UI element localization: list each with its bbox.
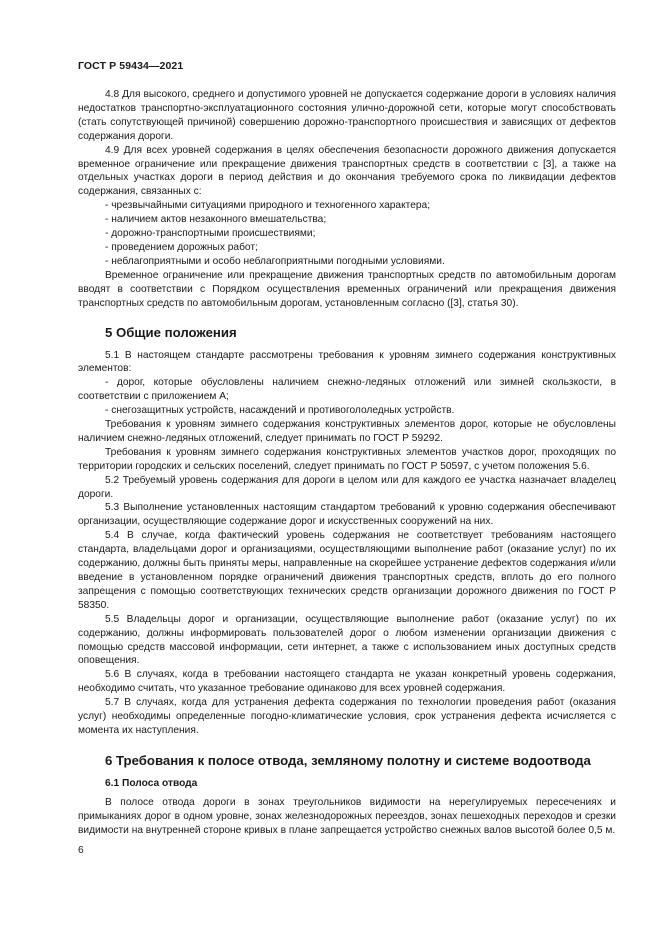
document-header: ГОСТ Р 59434—2021	[78, 60, 184, 72]
paragraph-5-7: 5.7 В случаях, когда для устранения дефекта содержания по технологии проведения работ (оказания услуг) необходимы определенные погодно-климатические условия, срок устранения дефекта исчисляется с момента их наступления.	[78, 697, 616, 736]
section-heading-5: 5 Общие положения	[105, 324, 237, 340]
paragraph-5-2: 5.2 Требуемый уровень содержания для дороги в целом или для каждого ее участка назначает владелец дороги.	[78, 474, 616, 500]
section-heading-6: 6 Требования к полосе отвода, земляному полотну и системе водоотвода	[105, 752, 591, 768]
paragraph-5-4: 5.4 В случае, когда фактический уровень содержания не соответствует требованиям настоящего стандарта, владельцами дорог и организациями, осуществляющими выполнение работ (оказание услуг) по их содержанию, должны быть приняты меры, направленные на скорейшее устранение дефектов содержания и/или введение в установленном порядке ограничений движения транспортных средств, вплоть до его полного запрещения с помощью соответствующих технических средств организации дорожного движения по ГОСТ Р 58350.	[78, 530, 616, 611]
paragraph-6-1: В полосе отвода дороги в зонах треугольников видимости на нерегулируемых пересечениях и примыканиях дорог в одном уровне, зонах железнодорожных переездов, зонах пешеходных переходов и срезки видимости на внутренней стороне кривых в плане запрещается устройство снежных валов высотой более 0,5 м.	[78, 796, 616, 836]
list-item: - снегозащитных устройств, насаждений и противогололедных устройств.	[105, 405, 455, 417]
paragraph-5-5: 5.5 Владельцы дорог и организации, осуществляющие выполнение работ (оказание услуг) по их содержанию, должны информировать пользователей дорог о любом изменении организации движения с помощью средств массовой информации, сети интернет, а также с использованием иных доступных средств оповещения.	[78, 613, 616, 667]
list-item: - чрезвычайными ситуациями природного и техногенного характера;	[105, 200, 431, 212]
list-item: - дорожно-транспортными происшествиями;	[105, 228, 316, 240]
paragraph-5-1: 5.1 В настоящем стандарте рассмотрены требования к уровням зимнего содержания конструктивных элементов:	[78, 349, 616, 375]
paragraph-4-9: 4.9 Для всех уровней содержания в целях обеспечения безопасности дорожного движения допускается временное ограничение или прекращение движения транспортных средств в соответствии с [3], а также на отдельных участках дороги в период действия и до окончания требуемого срока по ликвидации дефектов содержания, связанных с:	[78, 144, 616, 198]
paragraph-requirements-59292: Требования к уровням зимнего содержания конструктивных элементов дорог, которые не обусловлены наличием снежно-ледяных отложений, следует принимать по ГОСТ Р 59292.	[78, 419, 616, 444]
subsection-heading-6-1: 6.1 Полоса отвода	[105, 777, 198, 789]
list-item: - неблагоприятными и особо неблагоприятными погодными условиями.	[105, 255, 445, 267]
list-item: - наличием актов незаконного вмешательства;	[105, 214, 327, 226]
document-body	[78, 88, 616, 838]
paragraph-5-3: 5.3 Выполнение установленных настоящим стандартом требований к уровню содержания обеспечивают организации, осуществляющие содержание дорог и искусственных сооружений на них.	[78, 502, 616, 528]
paragraph-requirements-50597: Требования к уровням зимнего содержания конструктивных элементов участков дорог, проходящих по территории городских и сельских поселений, следует принимать по ГОСТ Р 50597, с учетом положения 5.6.	[78, 446, 616, 472]
paragraph-5-6: 5.6 В случаях, когда в требовании настоящего стандарта не указан конкретный уровень содержания, необходимо считать, что указанное требование одинаково для всех уровней содержания.	[78, 669, 616, 695]
paragraph-4-8: 4.8 Для высокого, среднего и допустимого уровней не допускается содержание дороги в условиях наличия недостатков транспортно-эксплуатационного состояния улично-дорожной сети, которые могут способствовать (стать сопутствующей причиной) совершению дорожно-транспортного происшествия и зависящих от дефектов содержания дороги.	[78, 89, 616, 142]
paragraph-temporary-restriction: Временное ограничение или прекращение движения транспортных средств по автомобильным дорогам вводят в соответствии с Порядком осуществления временных ограничений или прекращения движения транспортных средств по автомобильным дорогам, установленным согласно ([3], статья 30).	[78, 269, 616, 309]
page-number: 6	[78, 845, 84, 856]
list-item: - дорог, которые обусловлены наличием снежно-ледяных отложений или зимней скользкости, в соответствии с приложением А;	[78, 377, 616, 403]
list-item: - проведением дорожных работ;	[105, 241, 258, 253]
